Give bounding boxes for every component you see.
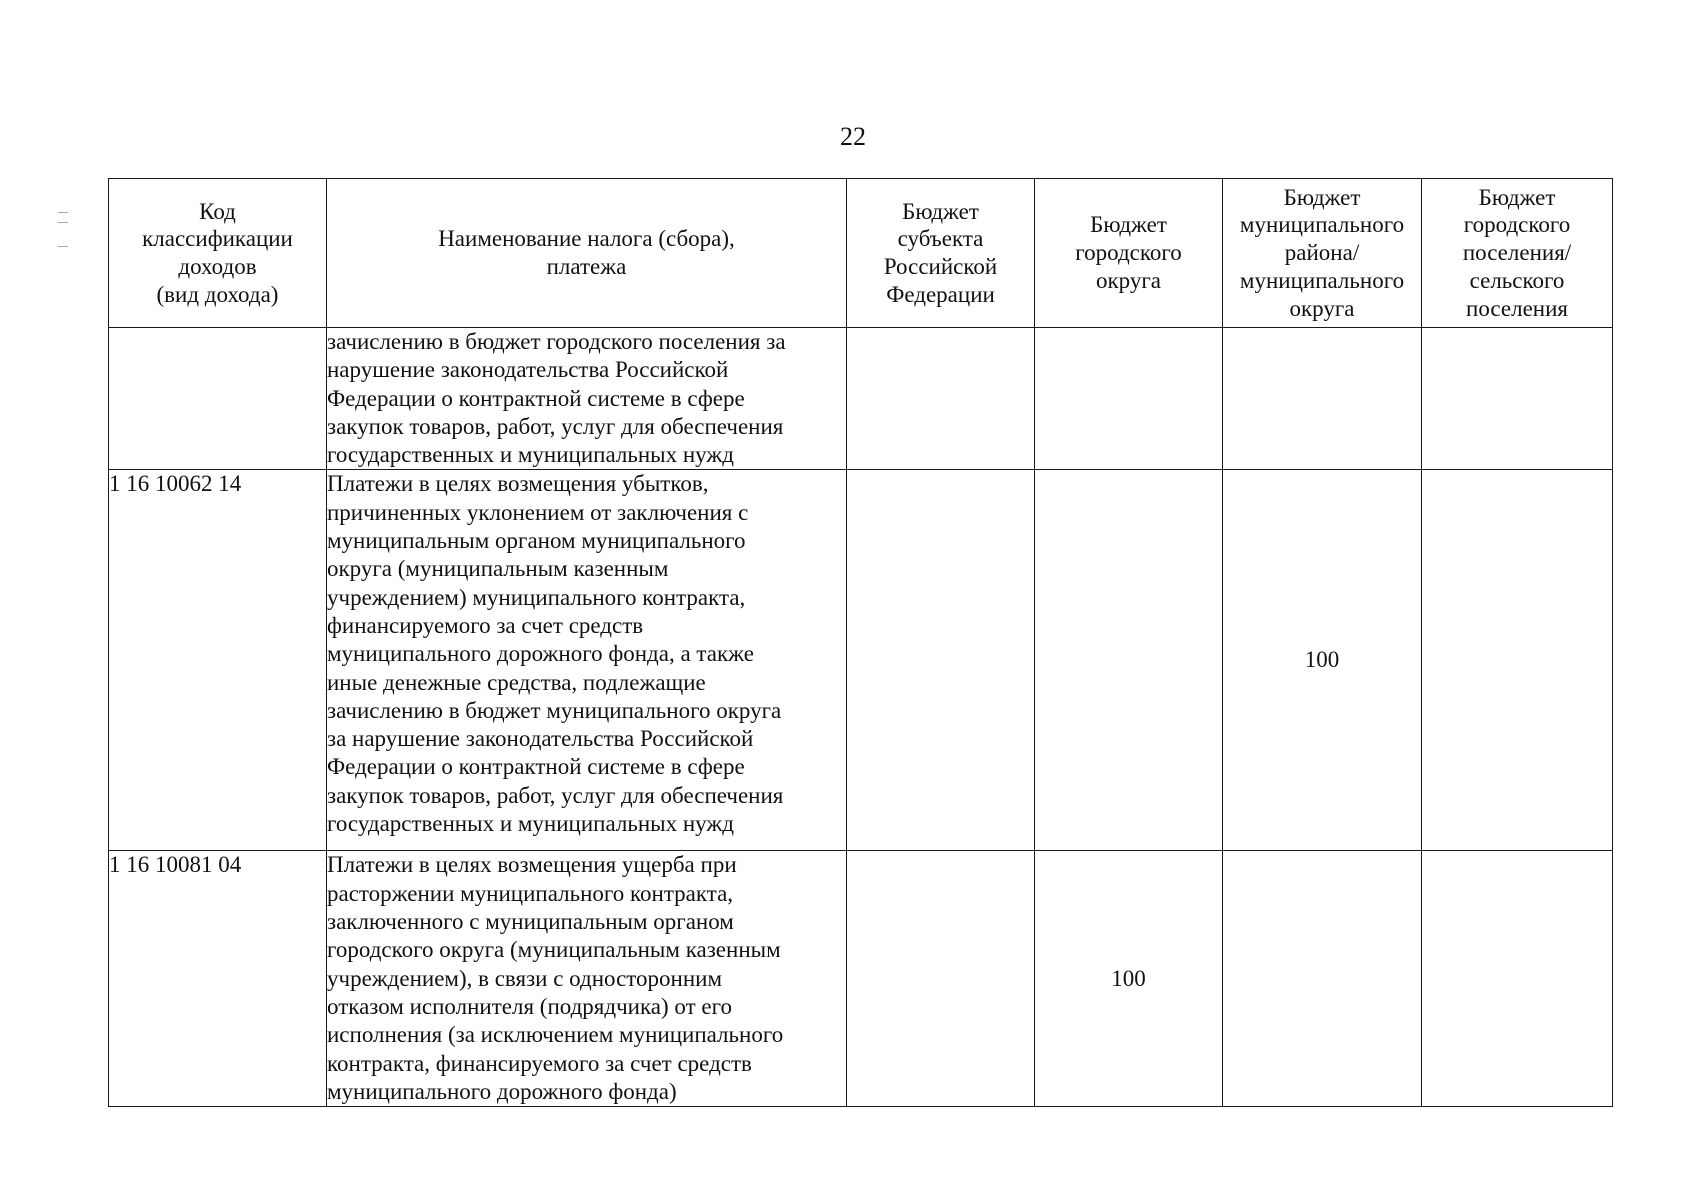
city-district-budget-cell: 100	[1035, 851, 1223, 1107]
name-cell	[327, 851, 847, 1107]
name-line: закупок товаров, работ, услуг для обеспечения	[327, 413, 784, 439]
name-line: исполнения (за исключением муниципального	[327, 1022, 784, 1048]
subject-budget-cell	[847, 328, 1035, 470]
name-line: Федерации о контрактной системе в сфере	[327, 385, 745, 411]
header-subject-budget-text	[847, 198, 1034, 309]
name-cell	[327, 328, 847, 470]
header-line: сельского	[1469, 267, 1565, 293]
name-line: учреждением) муниципального контракта,	[327, 584, 746, 610]
name-line: нарушение законодательства Российской	[327, 357, 729, 383]
header-line: Бюджет	[1090, 212, 1167, 238]
header-line: округа	[1095, 267, 1161, 293]
header-name	[327, 179, 847, 328]
name-cell	[327, 470, 847, 851]
header-line: Код	[199, 198, 236, 224]
header-line: городского	[1463, 212, 1571, 238]
header-name-text	[327, 225, 846, 280]
header-line: платежа	[546, 254, 627, 279]
municipal-district-budget-cell	[1223, 851, 1422, 1107]
name-cell-text	[327, 328, 846, 469]
header-row	[109, 179, 1613, 328]
header-city-district-budget	[1035, 179, 1223, 328]
name-cell-text	[327, 851, 846, 1106]
header-line: Бюджет	[902, 198, 979, 224]
name-line: учреждением), в связи с односторонним	[327, 965, 723, 991]
header-settlement-budget	[1422, 179, 1613, 328]
header-line: (вид дохода)	[156, 281, 279, 307]
page-number: 22	[840, 122, 866, 151]
header-municipal-district-budget	[1223, 179, 1422, 328]
subject-budget-cell	[847, 851, 1035, 1107]
name-line: Федерации о контрактной системе в сфере	[327, 754, 745, 780]
header-line: городского	[1075, 240, 1182, 266]
header-line: поселения	[1466, 295, 1568, 321]
header-subject-budget	[847, 179, 1035, 328]
name-line: за нарушение законодательства Российской	[327, 726, 754, 752]
name-line: государственных и муниципальных нужд	[327, 442, 734, 468]
city-district-budget-cell	[1035, 470, 1223, 851]
subject-budget-cell	[847, 470, 1035, 851]
name-line: муниципальным органом муниципального	[327, 528, 746, 554]
code-cell: 1 16 10081 04	[109, 851, 327, 1107]
name-line: зачислению в бюджет городского поселения за	[327, 329, 786, 354]
header-line: поселения/	[1462, 240, 1572, 266]
name-line: округа (муниципальным казенным	[327, 556, 669, 582]
name-cell-text	[327, 470, 846, 838]
header-line: Бюджет	[1283, 184, 1361, 210]
name-line: Платежи в целях возмещения убытков,	[327, 471, 709, 497]
name-line: Платежи в целях возмещения ущерба при	[327, 852, 737, 878]
municipal-district-budget-cell	[1223, 328, 1422, 470]
settlement-budget-cell	[1422, 851, 1613, 1107]
scan-mark	[58, 222, 68, 223]
header-line: района/	[1284, 240, 1360, 266]
header-code-text	[109, 198, 326, 309]
table-row	[109, 851, 1613, 1107]
name-line: финансируемого за счет средств	[327, 612, 644, 638]
header-line: Наименование налога (сбора),	[438, 226, 735, 252]
header-line: Российской	[883, 254, 998, 279]
header-line: субъекта	[897, 226, 984, 252]
city-district-budget-cell	[1035, 328, 1223, 470]
name-line: заключенного с муниципальным органом	[327, 909, 734, 935]
header-line: классификации	[142, 226, 293, 252]
code-cell	[109, 328, 327, 470]
header-line: округа	[1289, 295, 1355, 321]
name-line: государственных и муниципальных нужд	[327, 811, 734, 837]
table-row	[109, 470, 1613, 851]
header-code	[109, 179, 327, 328]
name-line: расторжении муниципального контракта,	[327, 880, 734, 906]
code-cell: 1 16 10062 14	[109, 470, 327, 851]
settlement-budget-cell	[1422, 470, 1613, 851]
name-line: иные денежные средства, подлежащие	[327, 669, 706, 695]
settlement-budget-cell	[1422, 328, 1613, 470]
header-line: доходов	[178, 254, 257, 279]
header-settlement-budget-text	[1422, 184, 1612, 323]
municipal-district-budget-cell: 100	[1223, 470, 1422, 851]
scan-mark	[58, 246, 68, 247]
header-line: муниципального	[1239, 212, 1405, 238]
name-line: закупок товаров, работ, услуг для обеспечения	[327, 782, 784, 808]
name-line: зачислению в бюджет муниципального округа	[327, 697, 782, 723]
header-line: муниципального	[1239, 267, 1405, 293]
header-city-district-budget-text	[1035, 211, 1222, 294]
name-line: контракта, финансируемого за счет средств	[327, 1050, 752, 1076]
header-municipal-district-budget-text	[1223, 184, 1421, 323]
scan-mark	[58, 212, 68, 213]
name-line: городского округа (муниципальным казенным	[327, 937, 781, 963]
name-line: отказом исполнителя (подрядчика) от его	[327, 993, 732, 1019]
header-line: Федерации	[886, 281, 995, 307]
name-line: муниципального дорожного фонда)	[327, 1078, 677, 1104]
revenue-distribution-table	[108, 178, 1613, 1107]
name-line: причиненных уклонением от заключения с	[327, 499, 749, 525]
name-line: муниципального дорожного фонда, а также	[327, 641, 754, 667]
header-line: Бюджет	[1478, 184, 1556, 210]
table-row	[109, 328, 1613, 470]
